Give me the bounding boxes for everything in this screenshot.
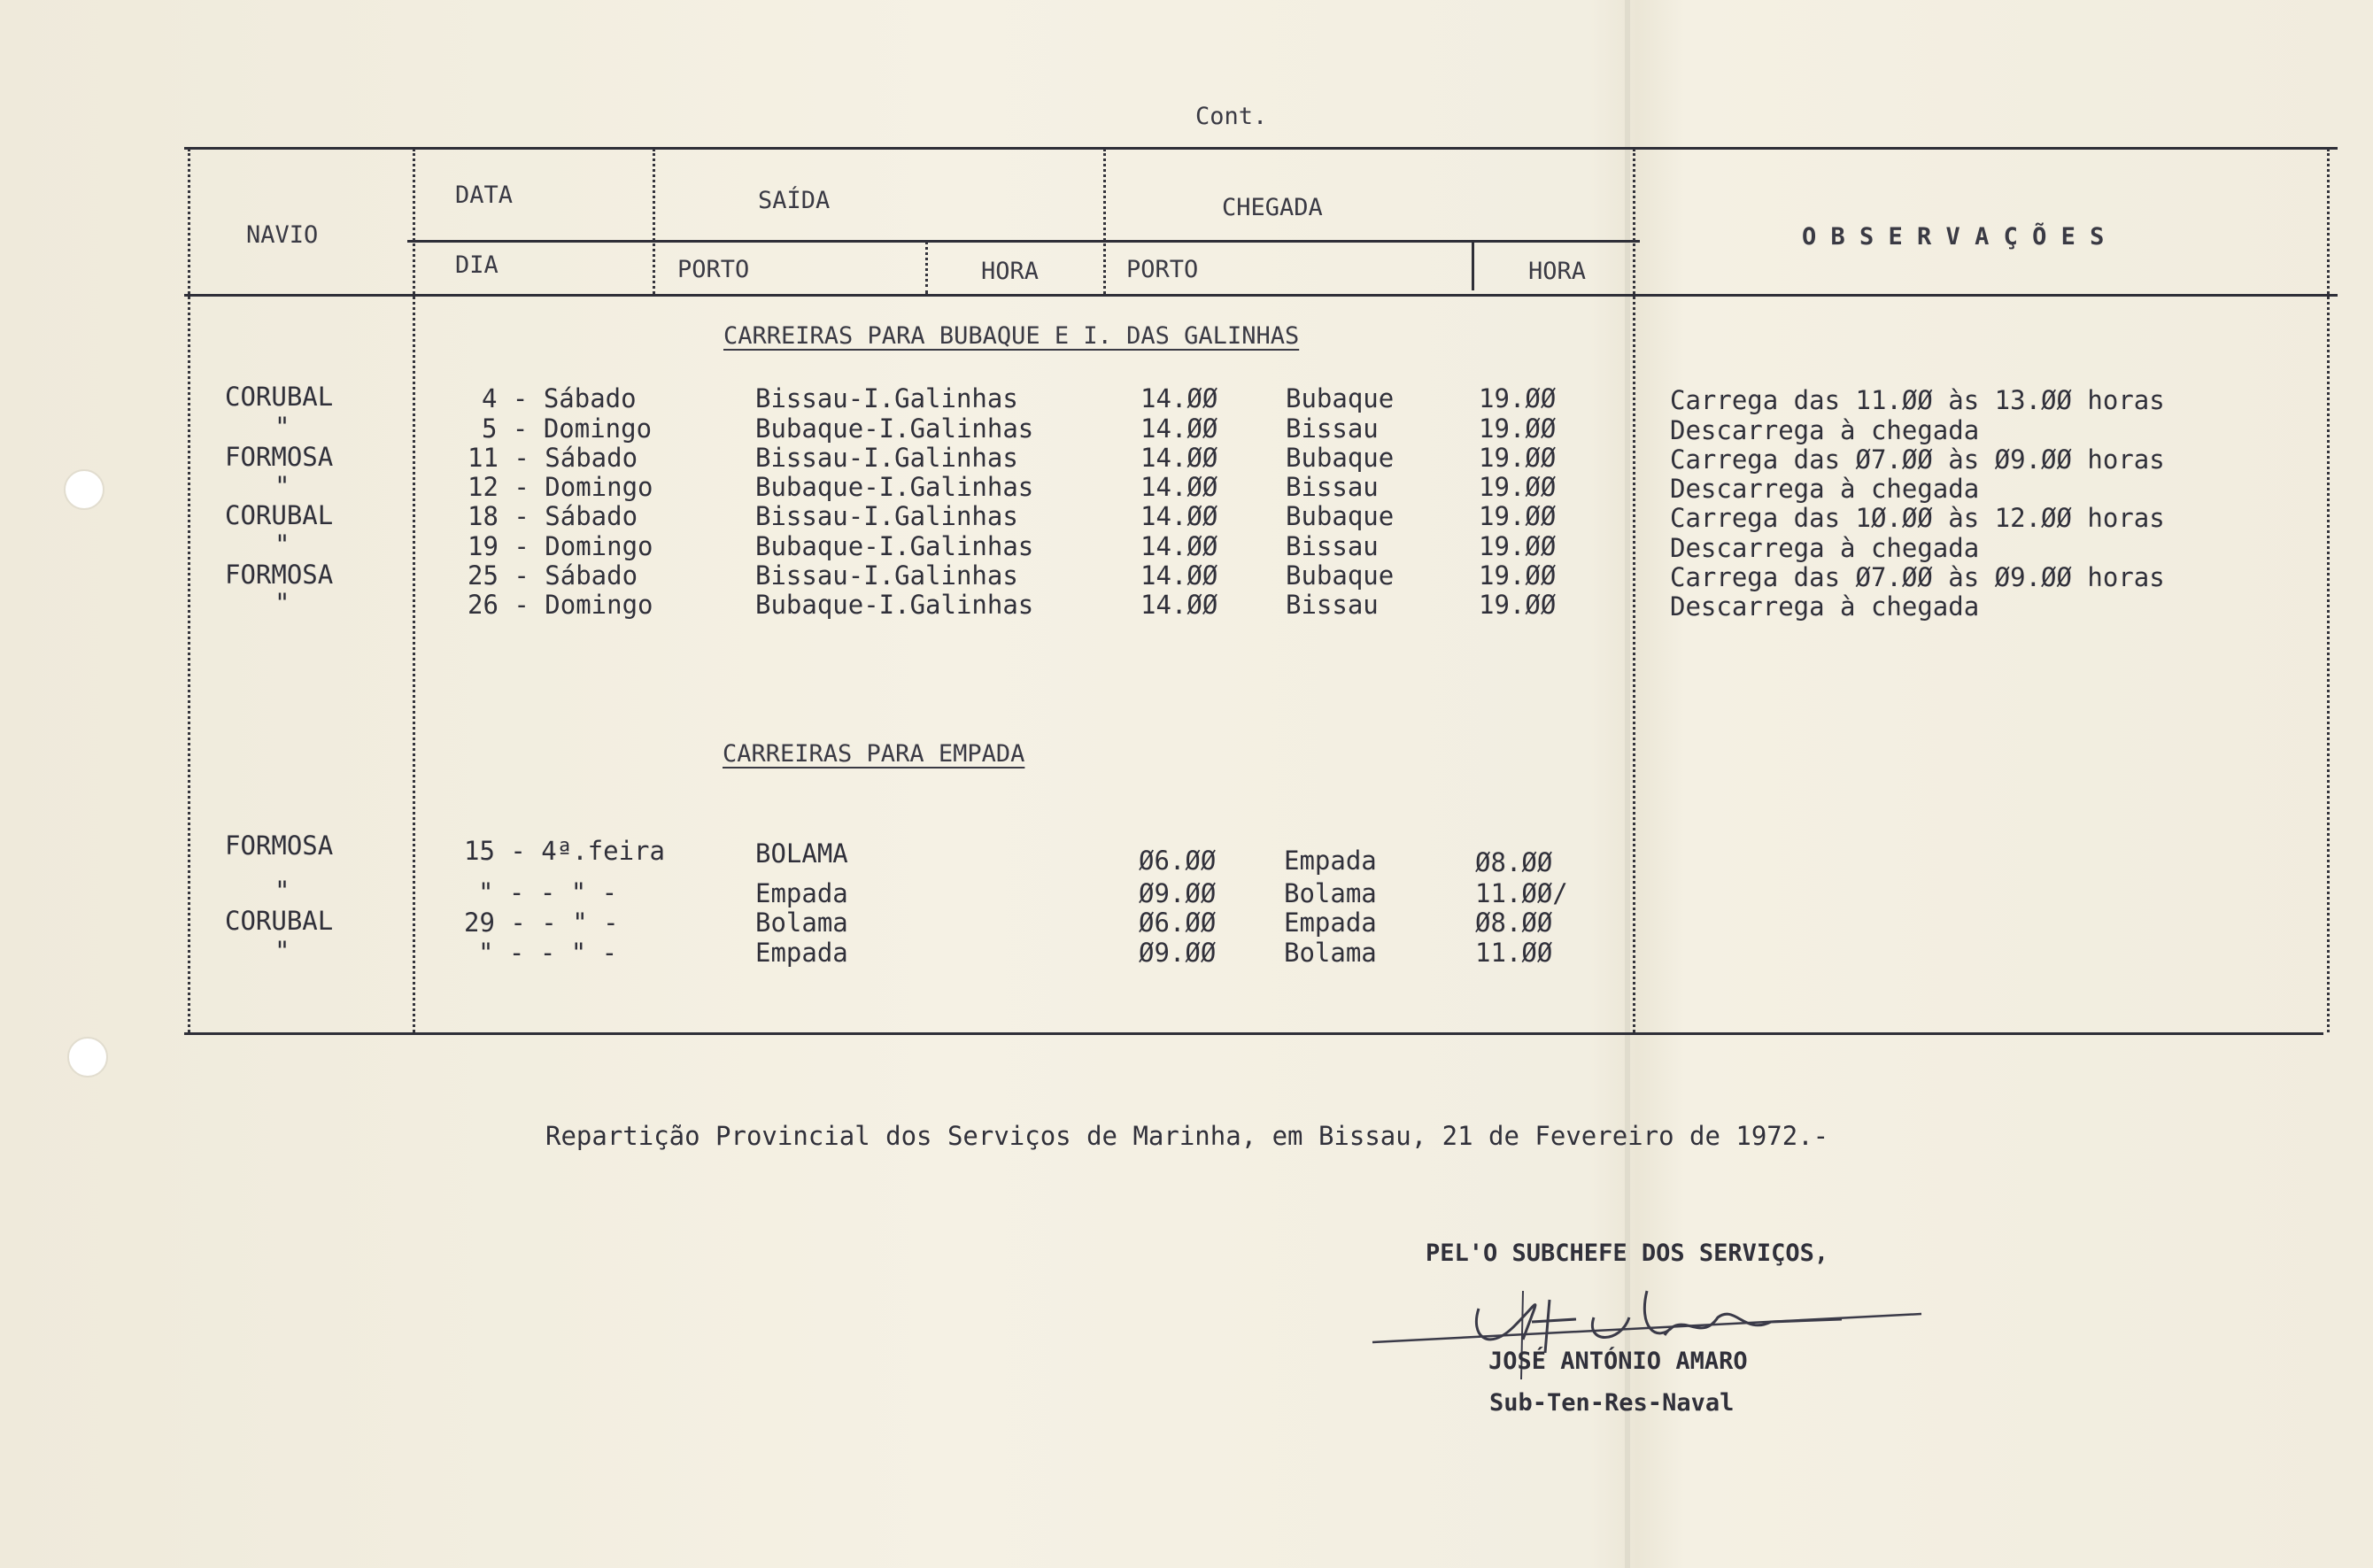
- cell-hora-chegada: 19.ØØ: [1479, 531, 1557, 561]
- cell-hora-chegada: 11.ØØ/: [1475, 878, 1568, 908]
- cell-navio: ": [274, 588, 290, 618]
- cell-observacoes: Descarrega à chegada: [1670, 474, 1980, 504]
- cell-dia: 25 - Sábado: [468, 560, 638, 591]
- cell-porto-chegada: Bubaque: [1286, 443, 1395, 473]
- cell-porto-chegada: Bissau: [1286, 413, 1379, 444]
- cell-observacoes: Carrega das 11.ØØ às 13.ØØ horas: [1670, 385, 2165, 415]
- subheader-divider: [407, 240, 1640, 243]
- col-divider-saida: [1103, 149, 1106, 294]
- cell-porto-saida: Bubaque-I.Galinhas: [755, 472, 1034, 502]
- header-observacoes: O B S E R V A Ç Õ E S: [1802, 223, 2105, 251]
- punch-hole-bottom: [67, 1037, 108, 1078]
- col-divider-data: [653, 149, 655, 294]
- cell-observacoes: Descarrega à chegada: [1670, 415, 1980, 445]
- cell-porto-saida: Bissau-I.Galinhas: [755, 560, 1018, 591]
- signatory-rank: Sub-Ten-Res-Naval: [1489, 1389, 1735, 1417]
- cell-porto-saida: Empada: [755, 878, 848, 908]
- cell-observacoes: Descarrega à chegada: [1670, 533, 1980, 563]
- cell-porto-chegada: Empada: [1284, 908, 1377, 938]
- col-divider-chegada-hora: [1472, 243, 1474, 290]
- cell-porto-saida: Bissau-I.Galinhas: [755, 383, 1018, 413]
- cell-porto-saida: Empada: [755, 938, 848, 968]
- col-divider-saida-hora: [925, 241, 928, 294]
- cell-navio: ": [274, 876, 290, 906]
- cell-porto-saida: Bubaque-I.Galinhas: [755, 531, 1034, 561]
- header-hora-saida: HORA: [981, 258, 1040, 285]
- cell-porto-chegada: Bolama: [1284, 938, 1377, 968]
- cell-dia: " - - " -: [478, 877, 618, 908]
- col-divider-chegada: [1633, 149, 1635, 1032]
- cell-hora-chegada: 19.ØØ: [1479, 443, 1557, 473]
- cell-porto-chegada: Bubaque: [1286, 501, 1395, 531]
- cell-navio: ": [274, 471, 290, 501]
- cell-navio: CORUBAL: [225, 382, 334, 412]
- signatory-name: JOSÉ ANTÓNIO AMARO: [1488, 1348, 1748, 1375]
- cell-hora-chegada: 19.ØØ: [1479, 413, 1557, 444]
- cell-navio: FORMOSA: [225, 442, 334, 472]
- header-bottom-border: [184, 294, 2338, 297]
- cell-dia: 29 - - " -: [464, 908, 619, 938]
- cell-porto-saida: Bolama: [755, 908, 848, 938]
- col-divider-left: [188, 149, 190, 1032]
- cell-navio: FORMOSA: [225, 560, 334, 590]
- cell-observacoes: Descarrega à chegada: [1670, 591, 1980, 622]
- section-title-bubaque: CARREIRAS PARA BUBAQUE E I. DAS GALINHAS: [723, 322, 1300, 350]
- cell-porto-saida: BOLAMA: [755, 838, 848, 869]
- signatory-title: PEL'O SUBCHEFE DOS SERVIÇOS,: [1426, 1240, 1829, 1267]
- cell-porto-saida: Bubaque-I.Galinhas: [755, 590, 1034, 620]
- cell-hora-saida: 14.ØØ: [1140, 531, 1218, 561]
- punch-hole-top: [64, 469, 104, 510]
- col-divider-navio: [413, 149, 415, 1032]
- cell-porto-saida: Bissau-I.Galinhas: [755, 501, 1018, 531]
- cell-dia: 4 - Sábado: [482, 383, 637, 413]
- cell-hora-saida: Ø9.ØØ: [1139, 878, 1217, 908]
- cell-hora-chegada: Ø8.ØØ: [1475, 847, 1553, 877]
- cell-dia: 11 - Sábado: [468, 443, 638, 473]
- cell-navio: ": [274, 936, 290, 966]
- cell-porto-chegada: Bubaque: [1286, 383, 1395, 413]
- cell-observacoes: Carrega das Ø7.ØØ às Ø9.ØØ horas: [1670, 562, 2165, 592]
- cell-hora-saida: 14.ØØ: [1140, 501, 1218, 531]
- cell-hora-saida: 14.ØØ: [1140, 590, 1218, 620]
- cell-hora-chegada: Ø8.ØØ: [1475, 908, 1553, 938]
- cell-dia: 5 - Domingo: [482, 413, 653, 444]
- cell-porto-chegada: Bissau: [1286, 590, 1379, 620]
- cell-dia: 18 - Sábado: [468, 501, 638, 531]
- cell-dia: 15 - 4ª.feira: [464, 836, 665, 866]
- cell-hora-saida: 14.ØØ: [1140, 383, 1218, 413]
- cell-navio: FORMOSA: [225, 830, 334, 861]
- cell-dia: 26 - Domingo: [468, 590, 653, 620]
- cell-navio: CORUBAL: [225, 500, 334, 530]
- header-chegada: CHEGADA: [1222, 194, 1323, 221]
- cell-hora-chegada: 19.ØØ: [1479, 383, 1557, 413]
- header-porto-chegada: PORTO: [1126, 256, 1199, 283]
- table-top-border: [184, 147, 2338, 150]
- header-hora-chegada: HORA: [1528, 258, 1587, 285]
- cell-porto-saida: Bissau-I.Galinhas: [755, 443, 1018, 473]
- cell-hora-saida: 14.ØØ: [1140, 443, 1218, 473]
- cell-observacoes: Carrega das 1Ø.ØØ às 12.ØØ horas: [1670, 503, 2165, 533]
- cell-hora-saida: Ø9.ØØ: [1139, 938, 1217, 968]
- cell-hora-saida: Ø6.ØØ: [1139, 908, 1217, 938]
- cell-hora-saida: 14.ØØ: [1140, 413, 1218, 444]
- header-saida: SAÍDA: [758, 187, 831, 214]
- header-navio: NAVIO: [246, 221, 319, 249]
- cell-hora-saida: 14.ØØ: [1140, 560, 1218, 591]
- table-bottom-border: [184, 1032, 2323, 1035]
- cell-porto-chegada: Bissau: [1286, 531, 1379, 561]
- cell-dia: 19 - Domingo: [468, 531, 653, 561]
- cell-navio: CORUBAL: [225, 906, 334, 936]
- cell-hora-saida: 14.ØØ: [1140, 472, 1218, 502]
- cell-porto-chegada: Bubaque: [1286, 560, 1395, 591]
- cell-navio: ": [274, 529, 290, 560]
- cell-dia: " - - " -: [478, 938, 618, 968]
- header-porto-saida: PORTO: [677, 256, 750, 283]
- cont-label: Cont.: [1195, 103, 1268, 130]
- cell-hora-chegada: 19.ØØ: [1479, 590, 1557, 620]
- header-dia: DIA: [455, 251, 499, 279]
- cell-hora-chegada: 11.ØØ: [1475, 938, 1553, 968]
- cell-hora-chegada: 19.ØØ: [1479, 560, 1557, 591]
- header-data: DATA: [455, 182, 514, 209]
- location-date-line: Repartição Provincial dos Serviços de Marinha, em Bissau, 21 de Fevereiro de 1972.-: [545, 1121, 1829, 1151]
- cell-hora-chegada: 19.ØØ: [1479, 472, 1557, 502]
- cell-porto-chegada: Empada: [1284, 846, 1377, 876]
- section-title-empada: CARREIRAS PARA EMPADA: [723, 740, 1025, 768]
- cell-hora-chegada: 19.ØØ: [1479, 501, 1557, 531]
- cell-porto-chegada: Bissau: [1286, 472, 1379, 502]
- cell-hora-saida: Ø6.ØØ: [1139, 846, 1217, 876]
- cell-porto-chegada: Bolama: [1284, 878, 1377, 908]
- cell-observacoes: Carrega das Ø7.ØØ às Ø9.ØØ horas: [1670, 444, 2165, 475]
- cell-porto-saida: Bubaque-I.Galinhas: [755, 413, 1034, 444]
- cell-navio: ": [274, 412, 290, 442]
- col-divider-right: [2327, 149, 2330, 1032]
- cell-dia: 12 - Domingo: [468, 472, 653, 502]
